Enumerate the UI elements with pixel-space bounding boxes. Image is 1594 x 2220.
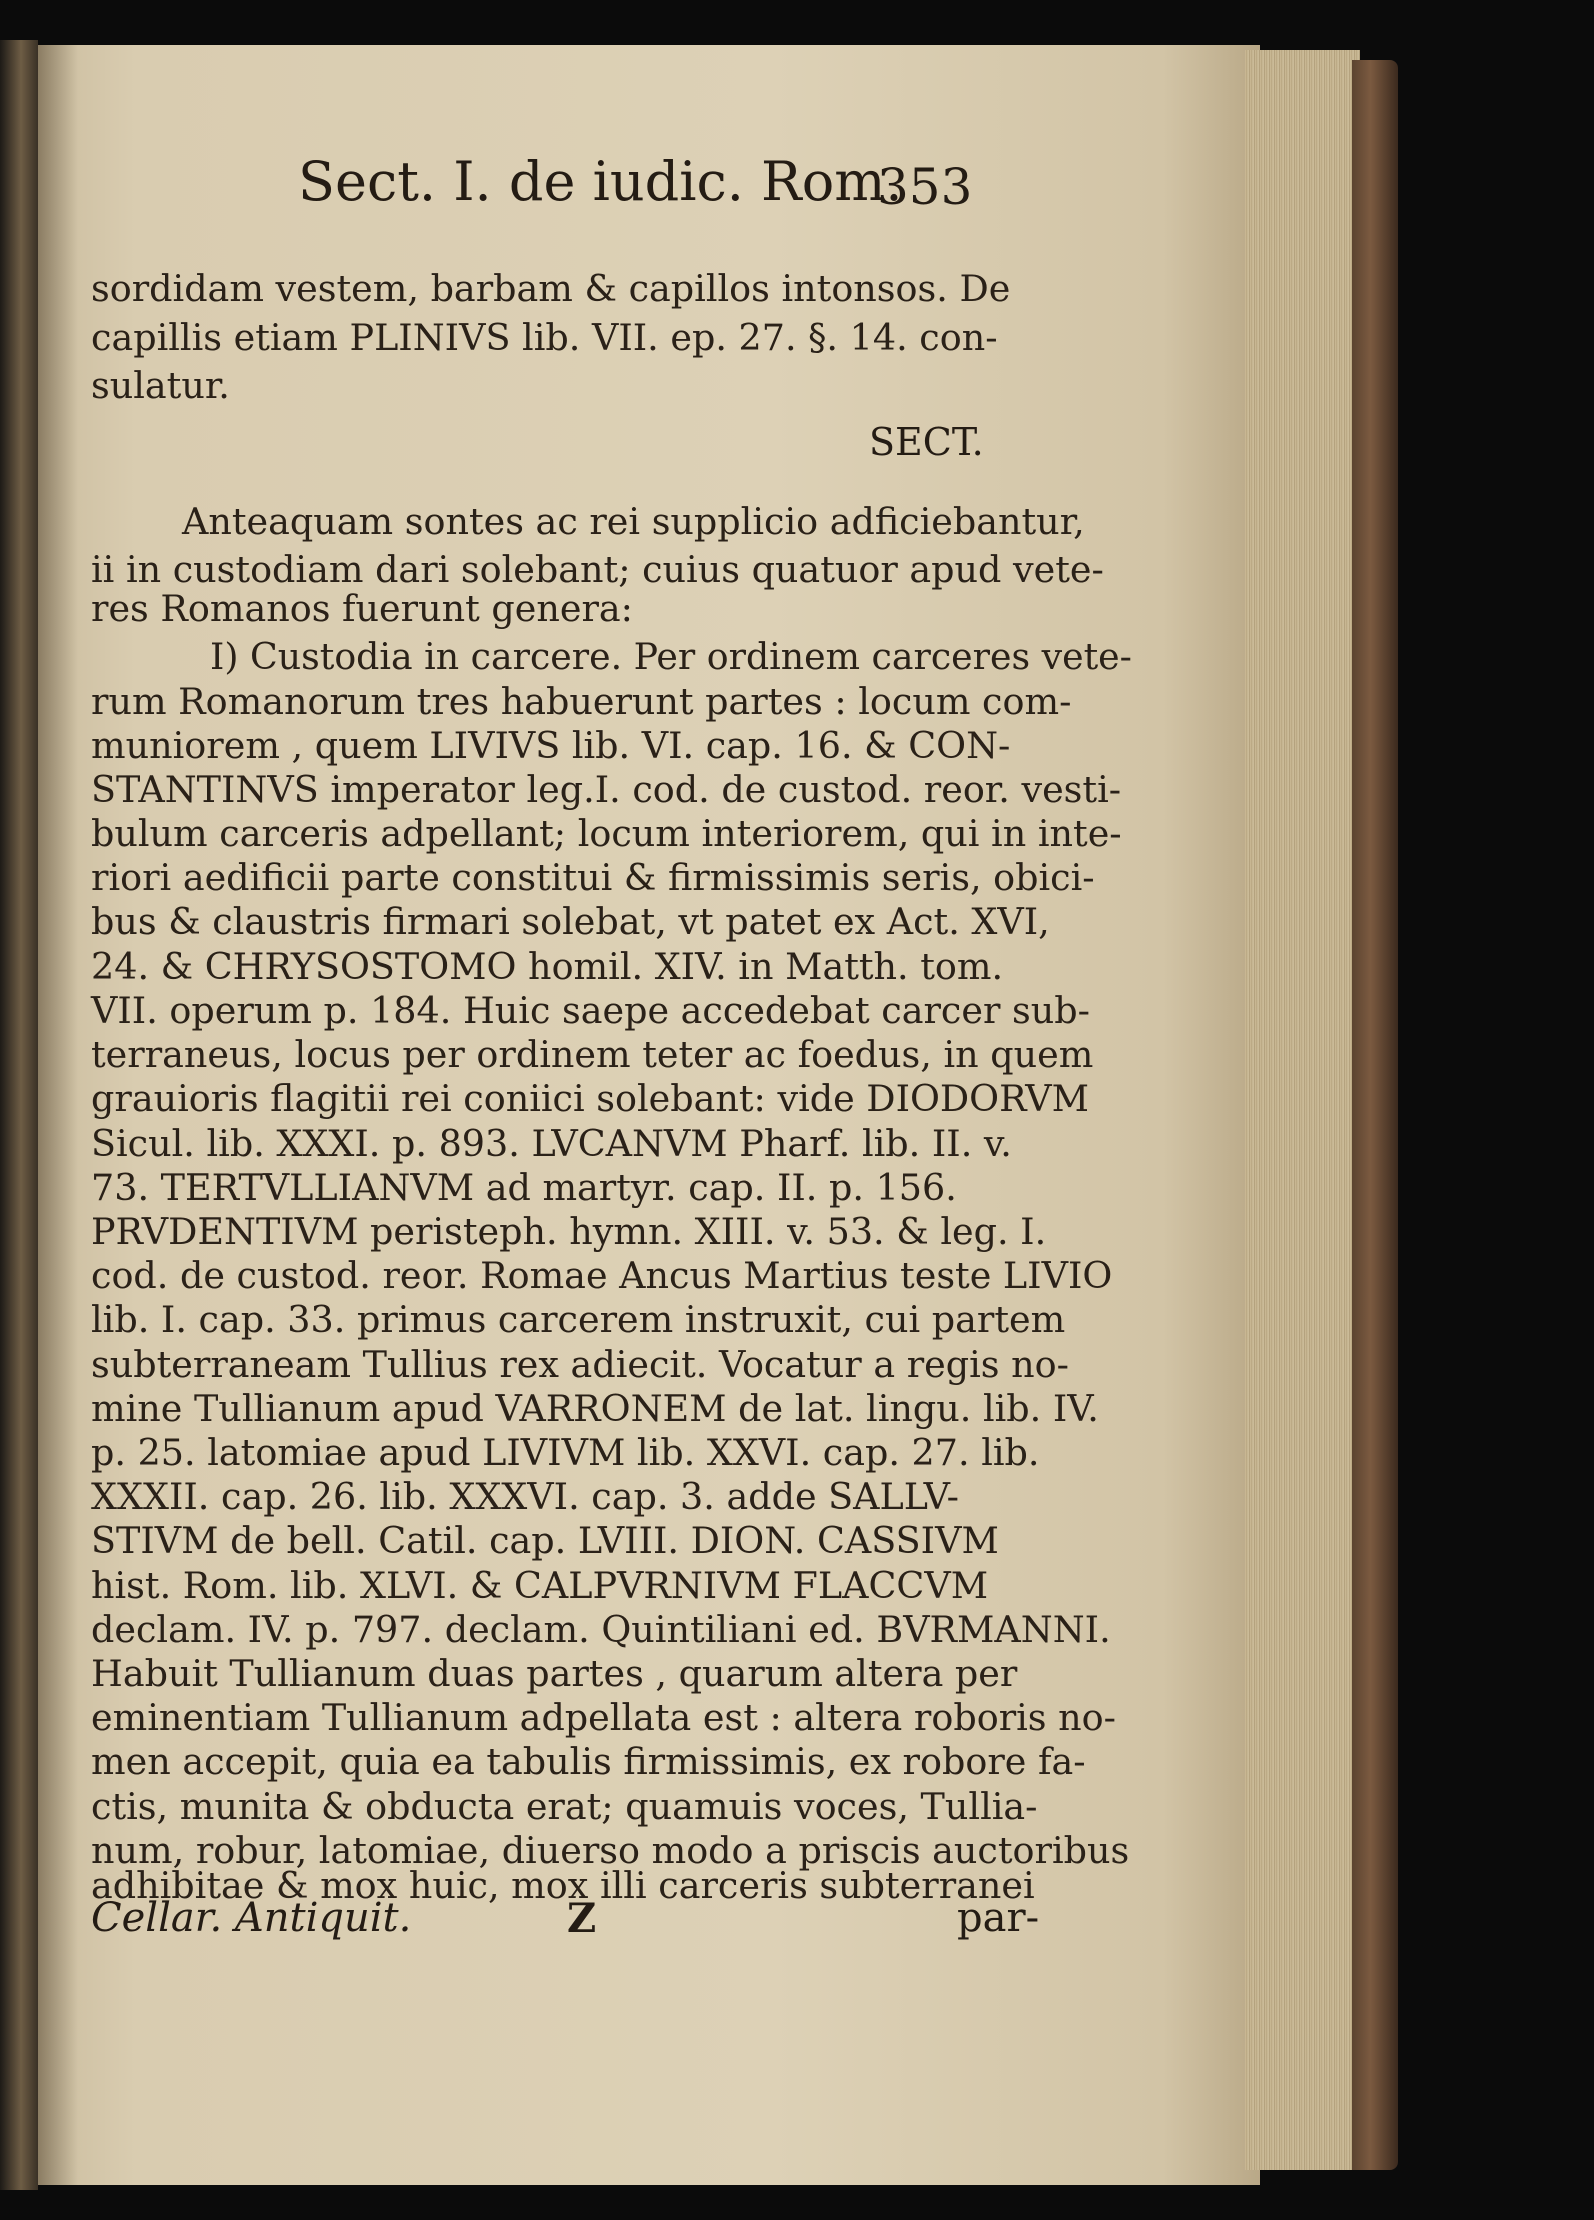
body-line: Sicul. lib. XXXI. p. 893. LVCANVM Pharf. lib. II. v. bbox=[91, 1122, 1012, 1165]
body-line: VII. operum p. 184. Huic saepe accedebat carcer sub- bbox=[91, 989, 1090, 1032]
body-line: ctis, munita & obducta erat; quamuis voces, Tullia- bbox=[91, 1785, 1038, 1828]
adjacent-page-edge bbox=[0, 40, 38, 2190]
carryover-line: sordidam vestem, barbam & capillos intonsos. De bbox=[91, 267, 1011, 310]
body-line: men accepit, quia ea tabulis firmissimis, ex robore fa- bbox=[91, 1740, 1086, 1783]
catchword-sect: SECT. bbox=[869, 420, 984, 464]
body-line: Anteaquam sontes ac rei supplicio adficiebantur, bbox=[182, 500, 1085, 543]
body-line: num, robur, latomiae, diuerso modo a priscis auctoribus bbox=[91, 1829, 1130, 1872]
page-number: 353 bbox=[877, 158, 973, 216]
carryover-line: capillis etiam PLINIVS lib. VII. ep. 27. §. 14. con- bbox=[91, 316, 998, 359]
body-line: rum Romanorum tres habuerunt partes : locum com- bbox=[91, 680, 1072, 723]
body-line: terraneus, locus per ordinem teter ac foedus, in quem bbox=[91, 1033, 1094, 1076]
body-line: res Romanos fuerunt genera: bbox=[91, 587, 633, 630]
page-block-edge bbox=[1245, 50, 1360, 2170]
body-line: hist. Rom. lib. XLVI. & CALPVRNIVM FLACCVM bbox=[91, 1564, 989, 1607]
body-line: declam. IV. p. 797. declam. Quintiliani ed. BVRMANNI. bbox=[91, 1608, 1111, 1651]
body-line: bus & claustris firmari solebat, vt patet ex Act. XVI, bbox=[91, 900, 1050, 943]
body-line: XXXII. cap. 26. lib. XXXVI. cap. 3. adde SALLV- bbox=[91, 1475, 960, 1518]
body-line: mine Tullianum apud VARRONEM de lat. lingu. lib. IV. bbox=[91, 1387, 1099, 1430]
body-line: PRVDENTIVM peristeph. hymn. XIII. v. 53. & leg. I. bbox=[91, 1210, 1047, 1253]
body-line: cod. de custod. reor. Romae Ancus Martius teste LIVIO bbox=[91, 1254, 1113, 1297]
gutter-shadow bbox=[38, 45, 78, 2185]
signature-title: Cellar. Antiquit. bbox=[91, 1895, 412, 1941]
signature-mark: Z bbox=[567, 1895, 597, 1942]
body-line: Habuit Tullianum duas partes , quarum altera per bbox=[91, 1652, 1018, 1695]
body-line: bulum carceris adpellant; locum interiorem, qui in inte- bbox=[91, 812, 1122, 855]
body-line: STIVM de bell. Catil. cap. LVIII. DION. CASSIVM bbox=[91, 1519, 999, 1562]
book-cover-edge bbox=[1352, 60, 1398, 2170]
carryover-line: sulatur. bbox=[91, 364, 230, 407]
body-line: grauioris flagitii rei coniici solebant: vide DIODORVM bbox=[91, 1077, 1090, 1120]
body-line: STANTINVS imperator leg.I. cod. de custod. reor. vesti- bbox=[91, 768, 1122, 811]
body-line: muniorem , quem LIVIVS lib. VI. cap. 16. & CON- bbox=[91, 724, 1011, 767]
catchword: par- bbox=[957, 1895, 1040, 1941]
body-line: 73. TERTVLLIANVM ad martyr. cap. II. p. 156. bbox=[91, 1166, 957, 1209]
body-line: riori aedificii parte constitui & firmissimis seris, obici- bbox=[91, 856, 1095, 899]
body-line: subterraneam Tullius rex adiecit. Vocatur a regis no- bbox=[91, 1343, 1069, 1386]
body-line: 24. & CHRYSOSTOMO homil. XIV. in Matth. tom. bbox=[91, 945, 1004, 988]
running-title: Sect. I. de iudic. Rom. bbox=[298, 150, 903, 213]
body-line: I) Custodia in carcere. Per ordinem carceres vete- bbox=[210, 635, 1132, 678]
body-line: eminentiam Tullianum adpellata est : altera roboris no- bbox=[91, 1696, 1116, 1739]
body-line: p. 25. latomiae apud LIVIVM lib. XXVI. cap. 27. lib. bbox=[91, 1431, 1040, 1474]
body-line: adhibitae & mox huic, mox illi carceris subterranei bbox=[91, 1864, 1035, 1907]
body-line: lib. I. cap. 33. primus carcerem instruxit, cui partem bbox=[91, 1298, 1066, 1341]
body-line: ii in custodiam dari solebant; cuius quatuor apud vete- bbox=[91, 548, 1104, 591]
